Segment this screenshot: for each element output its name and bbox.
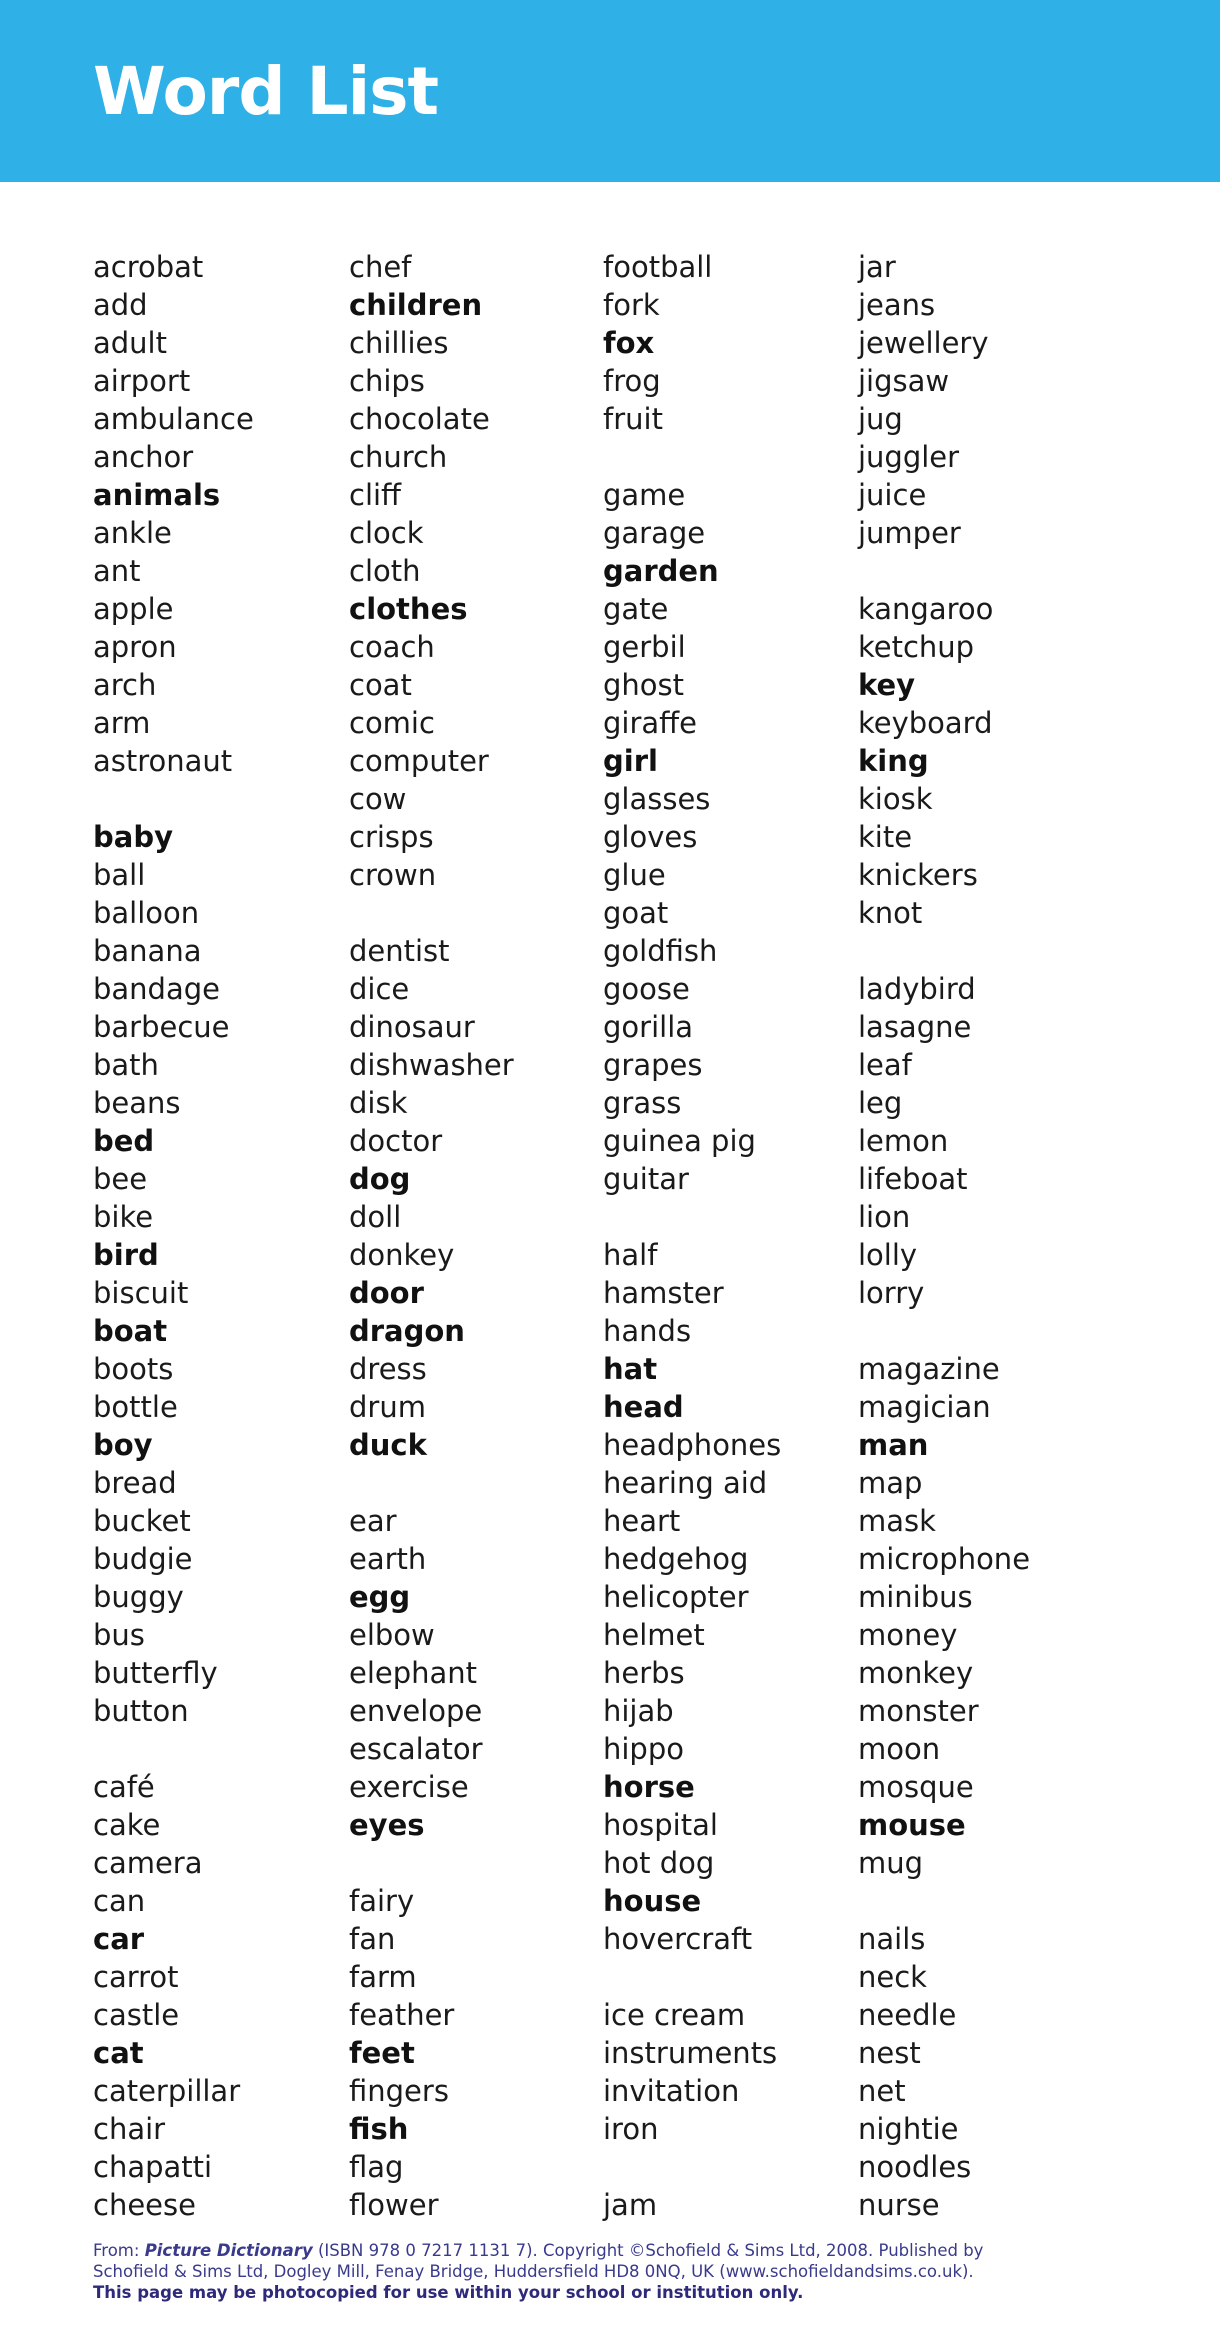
word-item: ankle — [93, 516, 172, 550]
letter-gap — [858, 1882, 1108, 1920]
word-item: can — [93, 1884, 146, 1918]
word-item: castle — [93, 1998, 180, 2032]
word-item: elbow — [349, 1618, 435, 1652]
word-item-highlighted: feet — [349, 2036, 415, 2070]
word-item: magazine — [858, 1352, 1000, 1386]
word-item: coat — [349, 668, 412, 702]
word-item: jumper — [858, 516, 961, 550]
word-item: kite — [858, 820, 913, 854]
word-item: guinea pig — [603, 1124, 756, 1158]
header-banner — [0, 0, 1220, 182]
footer-copyright: (ISBN 978 0 7217 1131 7). Copyright ©Schofield & Sims Ltd, 2008. Published by — [312, 2241, 984, 2260]
word-item-highlighted: dragon — [349, 1314, 465, 1348]
word-item: gorilla — [603, 1010, 694, 1044]
word-item: football — [603, 250, 713, 284]
word-item: jeans — [858, 288, 936, 322]
word-item: ear — [349, 1504, 397, 1538]
word-item: cheese — [93, 2188, 196, 2222]
word-item: chillies — [349, 326, 449, 360]
word-item: doctor — [349, 1124, 443, 1158]
letter-gap — [93, 1730, 343, 1768]
word-item: net — [858, 2074, 906, 2108]
word-item: frog — [603, 364, 661, 398]
word-item: bus — [93, 1618, 145, 1652]
word-item-highlighted: door — [349, 1276, 424, 1310]
word-item: ice cream — [603, 1998, 746, 2032]
word-item: hippo — [603, 1732, 684, 1766]
word-item: hands — [603, 1314, 692, 1348]
word-item: flower — [349, 2188, 439, 2222]
word-item: kangaroo — [858, 592, 994, 626]
letter-gap — [858, 552, 1108, 590]
word-column-3 — [603, 248, 853, 2224]
footer-photocopy-notice: This page may be photocopied for use within your school or institution only. — [93, 2283, 804, 2302]
word-item: barbecue — [93, 1010, 230, 1044]
word-item: feather — [349, 1998, 455, 2032]
word-item-highlighted: garden — [603, 554, 719, 588]
word-item: jewellery — [858, 326, 989, 360]
word-item: map — [858, 1466, 923, 1500]
word-item: acrobat — [93, 250, 204, 284]
word-item: game — [603, 478, 686, 512]
word-item: bee — [93, 1162, 148, 1196]
word-item-highlighted: car — [93, 1922, 145, 1956]
letter-gap — [349, 1464, 599, 1502]
word-item: carrot — [93, 1960, 179, 1994]
word-item: glasses — [603, 782, 711, 816]
word-item: dice — [349, 972, 410, 1006]
word-item-highlighted: hat — [603, 1352, 658, 1386]
word-item-highlighted: dog — [349, 1162, 411, 1196]
word-item: balloon — [93, 896, 200, 930]
word-item: bike — [93, 1200, 154, 1234]
word-item: fork — [603, 288, 660, 322]
word-item: herbs — [603, 1656, 685, 1690]
word-item: fairy — [349, 1884, 415, 1918]
word-item: hedgehog — [603, 1542, 749, 1576]
word-item: bucket — [93, 1504, 191, 1538]
word-item: chapatti — [93, 2150, 213, 2184]
word-item: dress — [349, 1352, 427, 1386]
word-column-2 — [349, 248, 599, 2224]
word-item: lorry — [858, 1276, 925, 1310]
word-item: goat — [603, 896, 669, 930]
word-item-highlighted: baby — [93, 820, 173, 854]
word-item: minibus — [858, 1580, 973, 1614]
letter-gap — [349, 894, 599, 932]
footer-credits — [93, 2240, 1193, 2303]
word-item: knot — [858, 896, 923, 930]
word-item: apple — [93, 592, 174, 626]
letter-gap — [603, 2148, 853, 2186]
word-item: jug — [858, 402, 903, 436]
word-item: astronaut — [93, 744, 233, 778]
word-item: jigsaw — [858, 364, 950, 398]
word-item: guitar — [603, 1162, 689, 1196]
word-item: hamster — [603, 1276, 724, 1310]
word-item: button — [93, 1694, 189, 1728]
word-item: nightie — [858, 2112, 959, 2146]
word-item: ladybird — [858, 972, 976, 1006]
footer-book-title: Picture Dictionary — [144, 2241, 313, 2260]
word-item: leaf — [858, 1048, 912, 1082]
word-item-highlighted: girl — [603, 744, 658, 778]
word-item: monster — [858, 1694, 979, 1728]
word-item: keyboard — [858, 706, 993, 740]
word-item: mask — [858, 1504, 936, 1538]
word-item-highlighted: head — [603, 1390, 684, 1424]
word-item: dentist — [349, 934, 450, 968]
word-item: leg — [858, 1086, 903, 1120]
word-item: chocolate — [349, 402, 490, 436]
word-item: cake — [93, 1808, 161, 1842]
word-item: computer — [349, 744, 489, 778]
word-item-highlighted: clothes — [349, 592, 468, 626]
word-item: magician — [858, 1390, 991, 1424]
word-item: bottle — [93, 1390, 178, 1424]
word-item: hearing aid — [603, 1466, 768, 1500]
word-item: glue — [603, 858, 666, 892]
word-item: beans — [93, 1086, 181, 1120]
word-item: elephant — [349, 1656, 478, 1690]
word-item: crisps — [349, 820, 434, 854]
word-item-highlighted: cat — [93, 2036, 144, 2070]
letter-gap — [349, 1844, 599, 1882]
word-item: ketchup — [858, 630, 975, 664]
word-item: disk — [349, 1086, 408, 1120]
word-item: envelope — [349, 1694, 483, 1728]
word-item: gloves — [603, 820, 698, 854]
word-item: escalator — [349, 1732, 483, 1766]
word-column-1 — [93, 248, 343, 2224]
word-item: ball — [93, 858, 146, 892]
word-item: chips — [349, 364, 425, 398]
footer-line-1 — [93, 2240, 1193, 2261]
word-item: heart — [603, 1504, 681, 1538]
letter-gap — [858, 932, 1108, 970]
word-item: iron — [603, 2112, 659, 2146]
word-item: dinosaur — [349, 1010, 475, 1044]
word-item-highlighted: fish — [349, 2112, 409, 2146]
word-item: clock — [349, 516, 424, 550]
word-item-highlighted: bed — [93, 1124, 155, 1158]
word-item: helmet — [603, 1618, 705, 1652]
footer-from-label: From: — [93, 2241, 145, 2260]
word-item: cliff — [349, 478, 402, 512]
word-item: dishwasher — [349, 1048, 514, 1082]
word-item: microphone — [858, 1542, 1031, 1576]
word-item-highlighted: egg — [349, 1580, 411, 1614]
word-item: café — [93, 1770, 155, 1804]
word-item-highlighted: man — [858, 1428, 929, 1462]
word-item: butterfly — [93, 1656, 218, 1690]
word-item-highlighted: boat — [93, 1314, 168, 1348]
word-item: grass — [603, 1086, 682, 1120]
word-item: lemon — [858, 1124, 949, 1158]
word-item: money — [858, 1618, 958, 1652]
word-item-highlighted: key — [858, 668, 916, 702]
word-item: half — [603, 1238, 658, 1272]
word-item: moon — [858, 1732, 941, 1766]
word-item: lion — [858, 1200, 911, 1234]
word-item: nails — [858, 1922, 926, 1956]
word-item-highlighted: duck — [349, 1428, 427, 1462]
word-item: earth — [349, 1542, 427, 1576]
word-item: fan — [349, 1922, 396, 1956]
word-item: arch — [93, 668, 157, 702]
word-item: ghost — [603, 668, 685, 702]
word-item: goose — [603, 972, 690, 1006]
footer-line-2: Schofield & Sims Ltd, Dogley Mill, Fenay Bridge, Huddersfield HD8 0NQ, UK (www.schofieldandsims.co.uk). — [93, 2262, 974, 2281]
word-item: monkey — [858, 1656, 974, 1690]
word-item: biscuit — [93, 1276, 189, 1310]
word-item: mosque — [858, 1770, 974, 1804]
word-item: banana — [93, 934, 202, 968]
word-item: ambulance — [93, 402, 254, 436]
word-column-4 — [858, 248, 1108, 2224]
word-item: jam — [603, 2188, 658, 2222]
word-item: comic — [349, 706, 435, 740]
letter-gap — [603, 1958, 853, 1996]
word-item: bread — [93, 1466, 177, 1500]
word-item: add — [93, 288, 148, 322]
word-item: cloth — [349, 554, 421, 588]
word-item: flag — [349, 2150, 404, 2184]
word-item: hot dog — [603, 1846, 715, 1880]
word-item: airport — [93, 364, 191, 398]
word-item: lasagne — [858, 1010, 972, 1044]
letter-gap — [93, 780, 343, 818]
word-item: ant — [93, 554, 141, 588]
word-item-highlighted: fox — [603, 326, 655, 360]
word-item: gate — [603, 592, 669, 626]
word-item: gerbil — [603, 630, 686, 664]
word-item: bath — [93, 1048, 159, 1082]
word-item: cow — [349, 782, 407, 816]
word-item: hovercraft — [603, 1922, 753, 1956]
word-item: anchor — [93, 440, 194, 474]
word-item-highlighted: king — [858, 744, 929, 778]
word-item: apron — [93, 630, 177, 664]
word-item: instruments — [603, 2036, 778, 2070]
word-item: invitation — [603, 2074, 740, 2108]
word-item: drum — [349, 1390, 426, 1424]
word-item: camera — [93, 1846, 203, 1880]
word-item: lifeboat — [858, 1162, 968, 1196]
word-item: hijab — [603, 1694, 674, 1728]
word-item: fruit — [603, 402, 663, 436]
word-item: jar — [858, 250, 896, 284]
word-item: doll — [349, 1200, 402, 1234]
word-item-highlighted: house — [603, 1884, 702, 1918]
word-item: mug — [858, 1846, 924, 1880]
word-item: nest — [858, 2036, 921, 2070]
page-title: Word List — [93, 53, 439, 130]
word-item: budgie — [93, 1542, 193, 1576]
word-item: coach — [349, 630, 435, 664]
word-item-highlighted: eyes — [349, 1808, 425, 1842]
word-item: juice — [858, 478, 927, 512]
word-item: juggler — [858, 440, 960, 474]
word-item-highlighted: bird — [93, 1238, 159, 1272]
word-item: kiosk — [858, 782, 933, 816]
word-item: church — [349, 440, 448, 474]
word-item: garage — [603, 516, 706, 550]
word-item: adult — [93, 326, 167, 360]
letter-gap — [858, 1312, 1108, 1350]
word-item: exercise — [349, 1770, 469, 1804]
word-item: needle — [858, 1998, 957, 2032]
word-item: fingers — [349, 2074, 449, 2108]
word-item: nurse — [858, 2188, 940, 2222]
word-item: noodles — [858, 2150, 972, 2184]
word-item: helicopter — [603, 1580, 749, 1614]
word-item-highlighted: mouse — [858, 1808, 966, 1842]
word-item: crown — [349, 858, 437, 892]
word-item-highlighted: animals — [93, 478, 221, 512]
word-item-highlighted: boy — [93, 1428, 153, 1462]
word-item: buggy — [93, 1580, 184, 1614]
word-item: grapes — [603, 1048, 703, 1082]
letter-gap — [603, 438, 853, 476]
word-item: goldfish — [603, 934, 718, 968]
word-item: caterpillar — [93, 2074, 241, 2108]
word-item-highlighted: children — [349, 288, 483, 322]
word-item: hospital — [603, 1808, 718, 1842]
word-item: chef — [349, 250, 412, 284]
word-item: chair — [93, 2112, 166, 2146]
word-item: giraffe — [603, 706, 697, 740]
word-item: bandage — [93, 972, 220, 1006]
word-item: knickers — [858, 858, 978, 892]
letter-gap — [603, 1198, 853, 1236]
word-item: boots — [93, 1352, 174, 1386]
word-item-highlighted: horse — [603, 1770, 695, 1804]
word-item: arm — [93, 706, 151, 740]
word-item: donkey — [349, 1238, 455, 1272]
word-item: neck — [858, 1960, 927, 1994]
word-item: lolly — [858, 1238, 918, 1272]
word-item: headphones — [603, 1428, 782, 1462]
word-item: farm — [349, 1960, 417, 1994]
